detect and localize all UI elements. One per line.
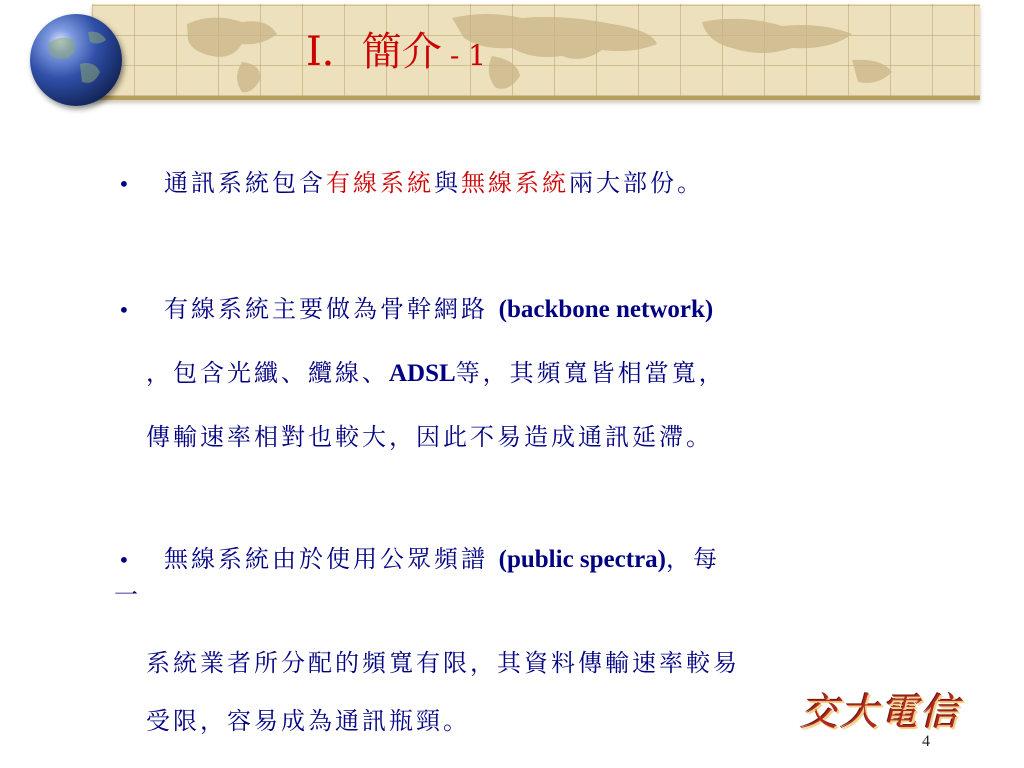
bullet-2-line-1 bbox=[118, 294, 713, 325]
highlight-text: 有線系統 bbox=[326, 169, 434, 197]
text-run: 等，其頻寬皆相當寬， bbox=[455, 359, 726, 387]
bullet-2-line-3 bbox=[146, 422, 713, 452]
highlight-text: 無線系統 bbox=[461, 169, 569, 197]
text-run: 受限，容易成為通訊瓶頸。 bbox=[146, 707, 470, 735]
text-run: ，每 bbox=[666, 545, 720, 573]
logo-text: 交大電信 bbox=[800, 690, 961, 734]
text-run: 有線系統主要做為骨幹網路 bbox=[164, 295, 499, 323]
latin-text: ADSL bbox=[389, 360, 456, 387]
text-run: 一 bbox=[114, 581, 141, 609]
title-main: I．簡介 bbox=[306, 29, 442, 75]
latin-text: (public spectra) bbox=[498, 546, 666, 573]
text-run: 無線系統由於使用公眾頻譜 bbox=[164, 545, 499, 573]
bullet-3-line-2 bbox=[114, 580, 141, 610]
latin-text: (backbone network) bbox=[498, 296, 714, 323]
bullet-3-line-4 bbox=[146, 706, 470, 736]
text-run: 與 bbox=[434, 169, 461, 197]
text-run: 兩大部份。 bbox=[569, 169, 704, 197]
bullet-marker: • bbox=[118, 298, 133, 322]
page-number: 4 bbox=[922, 733, 930, 750]
bullet-marker: • bbox=[118, 548, 133, 572]
text-run: ，包含光纖、纜線、 bbox=[146, 359, 389, 387]
text-run: 系統業者所分配的頻寬有限，其資料傳輸速率較易 bbox=[146, 649, 740, 677]
bullet-marker: • bbox=[118, 172, 133, 196]
title-suffix: - 1 bbox=[449, 39, 486, 72]
bullet-3-line-1 bbox=[118, 544, 720, 575]
bullet-3-line-3 bbox=[146, 648, 740, 678]
nctu-logo bbox=[800, 684, 988, 740]
text-run: 通訊系統包含 bbox=[164, 169, 326, 197]
text-run: 傳輸速率相對也較大，因此不易造成通訊延滯。 bbox=[146, 423, 713, 451]
bullet-1-line-1 bbox=[118, 168, 704, 199]
bullet-2-line-2 bbox=[146, 358, 726, 389]
